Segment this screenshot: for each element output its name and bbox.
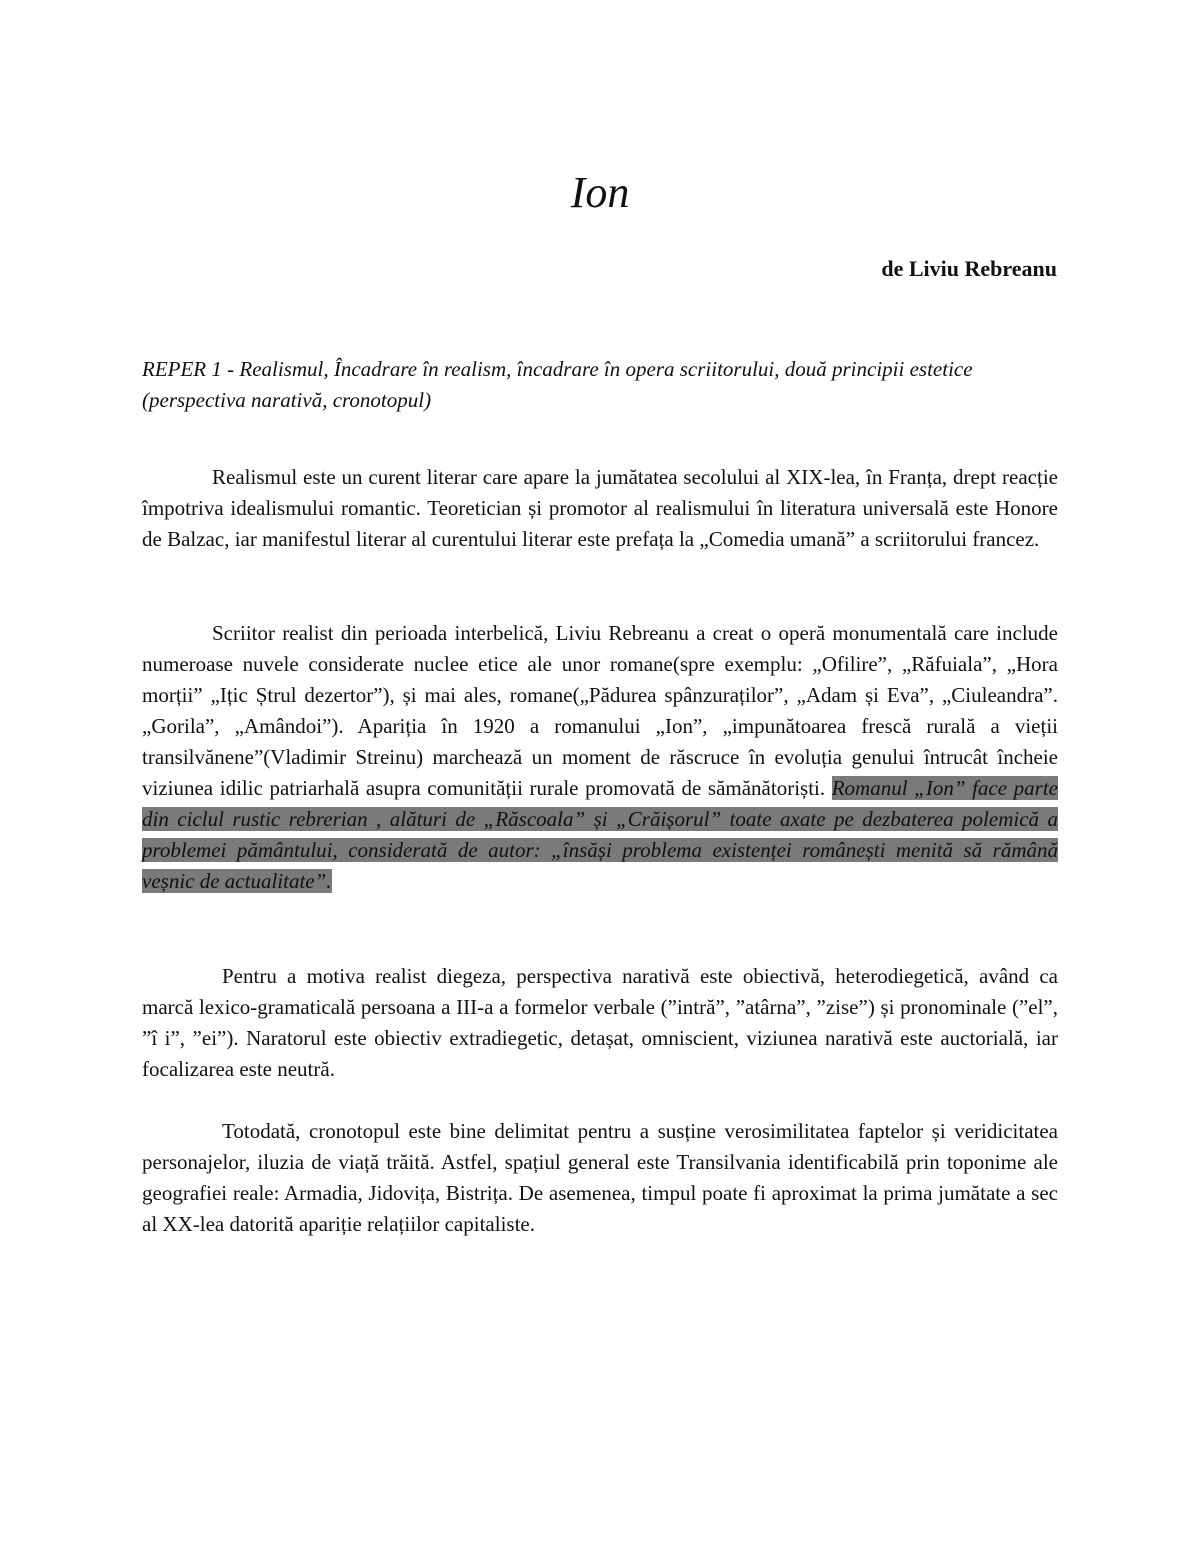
document-title: Ion [570, 168, 630, 217]
document-author: de Liviu Rebreanu [881, 256, 1057, 281]
highlighted-passage: Romanul „Ion” face parte din ciclul rustic rebrerian , alături de „Răscoala” și „Crăișorul” toate axate pe dezbaterea polemică a problemei pământului, considerată de autor: „însăși problema existenței românești menită să rămână veșnic de actualitate”. [142, 776, 1058, 893]
paragraph-chronotope: Totodată, cronotopul este bine delimitat pentru a susține verosimilitatea faptelor și veridicitatea personajelor, iluzia de viață trăită. Astfel, spațiul general este Transilvania identificabilă prin toponime ale geografiei reale: Armadia, Jidovița, Bistrița. De asemenea, timpul poate fi aproximat la prima jumătate a sec al XX-lea datorită apariție relațiilor capitaliste. [142, 1119, 1058, 1236]
paragraph-realism: Realismul este un curent literar care apare la jumătatea secolului al XIX-lea, în Franța, drept reacție împotriva idealismului romantic. Teoretician și promotor al realismului în literatura universală este Honore de Balzac, iar manifestul literar al curentului literar este prefața la „Comedia umană” a scriitorului francez. [142, 465, 1058, 551]
paragraph-author-work-text: Scriitor realist din perioada interbelică, Liviu Rebreanu a creat o operă monumentală care include numeroase nuvele considerate nuclee etice ale unor romane(spre exemplu: „Ofilire”, „Răfuiala”, „Hora morții” „Ițic Ștrul dezertor”), și mai ales, romane(„Pădurea spânzuraților”, „Adam și Eva”, „Ciuleandra”. „Gorila”, „Amândoi”). Apariția în 1920 a romanului „Ion”, „impunătoarea frescă rurală a vieții transilvănene”(Vladimir Streinu) marchează un moment de răscruce în evoluția genului întrucât încheie viziunea idilic patriarhală asupra comunității rurale promovată de sămănătoriști. [142, 621, 1058, 800]
paragraph-narrative-perspective: Pentru a motiva realist diegeza, perspectiva narativă este obiectivă, heterodiegetică, având ca marcă lexico-gramaticală persoana a III-a a formelor verbale (”intră”, ”atârna”, ”zise”) și pronominale (”el”, ”î i”, ”ei”). Naratorul este obiectiv extradiegetic, detașat, omniscient, viziunea narativă este auctorială, iar focalizarea este neutră. [142, 964, 1058, 1081]
reper-heading: REPER 1 - Realismul, Încadrare în realism, încadrare în opera scriitorului, două principii estetice (perspectiva narativă, cronotopul) [142, 357, 973, 412]
paragraph-author-work [142, 618, 1058, 897]
